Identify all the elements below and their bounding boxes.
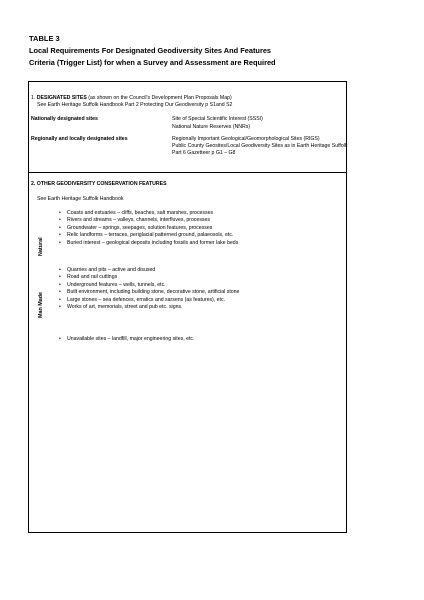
- national-sites-label: Nationally designated sites: [31, 116, 98, 122]
- natural-features-list: [59, 210, 238, 247]
- man-made-features-list: [59, 267, 239, 311]
- list-item: • Underground features – wells, tunnels, etc.: [59, 282, 239, 289]
- section-1-number: 1.: [31, 95, 36, 101]
- list-item: • Large stones – sea defences, erratics and sarsens (as features), etc.: [59, 297, 239, 304]
- list-item: • Road and rail cuttings: [59, 274, 239, 281]
- unavailable-sites-list: [59, 336, 194, 343]
- list-item: • Groundwater – springs, seepages, solution features, processes: [59, 225, 238, 232]
- list-item: • Works of art, memorials, street and pub etc. signs.: [59, 304, 239, 311]
- national-site-value: National Nature Reserves (NNRs): [172, 124, 251, 130]
- section-divider: [28, 172, 347, 173]
- section-1-title: DESIGNATED SITES: [36, 95, 87, 101]
- list-item: • Coasts and estuaries – cliffs, beaches, salt marshes, processes: [59, 210, 238, 217]
- section-1-title-suffix: (as shown on the Council's Development Plan Proposals Map): [86, 95, 232, 101]
- regional-site-value: Public County Geosites/Local Geodiversity Sites as in Earth Heritage Suffolk: [172, 143, 348, 149]
- section-1-subtitle: See Earth Heritage Suffolk Handbook Part 2 Protecting Our Geodiversity p S1and S2: [37, 102, 233, 108]
- list-item: • Relic landforms – terraces, periglacial patterned ground, palaeosols, etc.: [59, 232, 238, 239]
- natural-category-label: Natural: [38, 237, 44, 256]
- list-item: • Built environment, including building stone, decorative stone, artificial stone: [59, 289, 239, 296]
- regional-sites-label: Regionally and locally designated sites: [31, 136, 128, 142]
- section-2-title: OTHER GEODIVERSITY CONSERVATION FEATURES: [36, 181, 167, 187]
- document-heading-line-2: Criteria (Trigger List) for when a Survey and Assessment are Required: [29, 58, 276, 67]
- list-item: • Quarries and pits – active and disused: [59, 267, 239, 274]
- regional-site-value: Regionally Important Geological/Geomorphological Sites (RIGS): [172, 136, 320, 142]
- section-2-subtitle: See Earth Heritage Suffolk Handbook: [37, 196, 124, 202]
- list-item: • Buried interest – geological deposits including fossils and former lake beds: [59, 240, 238, 247]
- man-made-category-label: Man Made: [38, 291, 44, 318]
- section-2-number: 2.: [31, 181, 36, 187]
- section-2-heading: [31, 181, 167, 188]
- list-item: • Unavailable sites – landfill, major engineering sites, etc.: [59, 336, 194, 343]
- document-heading-line-1: Local Requirements For Designated Geodiversity Sites And Features: [29, 46, 272, 55]
- list-item: • Rivers and streams – valleys, channels, interfluves, processes: [59, 217, 238, 224]
- table-label: TABLE 3: [29, 34, 60, 43]
- regional-site-value: Part 6 Gazetteer p G1 – G8: [172, 150, 236, 156]
- section-1-heading: [31, 95, 232, 102]
- national-site-value: Site of Special Scientific Interest (SSSI): [172, 116, 263, 122]
